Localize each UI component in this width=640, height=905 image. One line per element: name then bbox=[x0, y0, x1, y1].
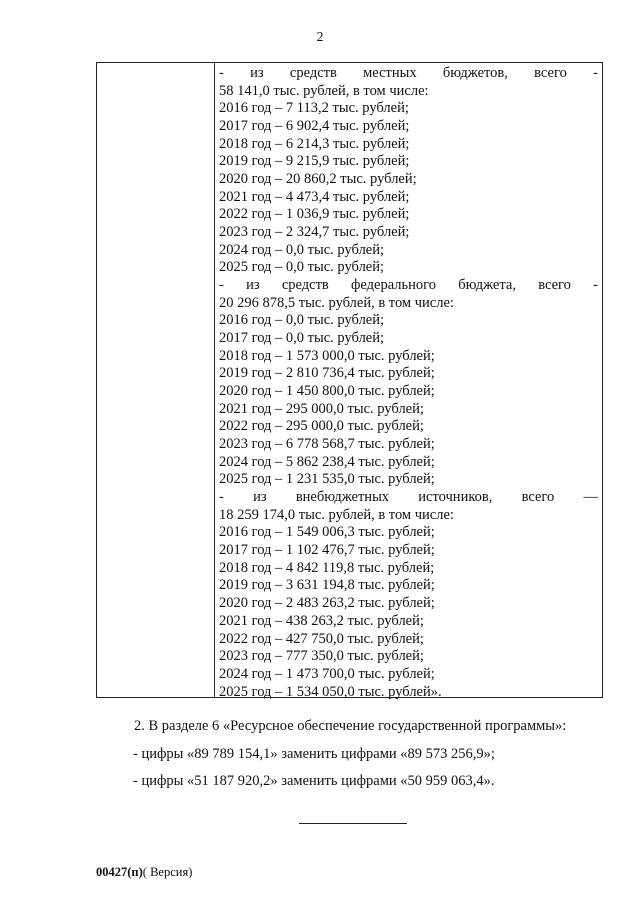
extrabudget-year: 2023 год – 777 350,0 тыс. рублей; bbox=[219, 648, 424, 665]
federal-budget-year: 2017 год – 0,0 тыс. рублей; bbox=[219, 330, 385, 347]
local-budget-year: 2017 год – 6 902,4 тыс. рублей; bbox=[219, 118, 410, 135]
federal-budget-year: 2016 год – 0,0 тыс. рублей; bbox=[219, 312, 385, 329]
local-budget-year: 2018 год – 6 214,3 тыс. рублей; bbox=[219, 135, 410, 152]
federal-budget-year: 2024 год – 5 862 238,4 тыс. рублей; bbox=[219, 453, 435, 470]
local-budget-year: 2024 год – 0,0 тыс. рублей; bbox=[219, 241, 385, 258]
extrabudget-year: 2017 год – 1 102 476,7 тыс. рублей; bbox=[219, 542, 435, 559]
local-budget-heading: - из средств местных бюджетов, всего - bbox=[219, 65, 598, 81]
local-budget-year: 2016 год – 7 113,2 тыс. рублей; bbox=[219, 100, 409, 117]
page-number: 2 bbox=[316, 30, 324, 45]
local-budget-year: 2023 год – 2 324,7 тыс. рублей; bbox=[219, 224, 410, 241]
extrabudget-year: 2022 год – 427 750,0 тыс. рублей; bbox=[219, 630, 424, 647]
local-budget-year: 2025 год – 0,0 тыс. рублей; bbox=[219, 259, 385, 276]
local-budget-year: 2019 год – 9 215,9 тыс. рублей; bbox=[219, 153, 410, 170]
local-budget-year: 2021 год – 4 473,4 тыс. рублей; bbox=[219, 188, 410, 205]
end-rule bbox=[299, 823, 407, 824]
extrabudget-heading: - из внебюджетных источников, всего — bbox=[219, 489, 598, 506]
extrabudget-year: 2019 год – 3 631 194,8 тыс. рублей; bbox=[219, 577, 435, 594]
column-divider bbox=[214, 63, 215, 697]
federal-budget-year: 2022 год – 295 000,0 тыс. рублей; bbox=[219, 418, 424, 435]
local-budget-year: 2020 год – 20 860,2 тыс. рублей; bbox=[219, 171, 417, 188]
federal-budget-year: 2025 год – 1 231 535,0 тыс. рублей; bbox=[219, 471, 435, 488]
federal-budget-year: 2018 год – 1 573 000,0 тыс. рублей; bbox=[219, 347, 435, 364]
extrabudget-year: 2025 год – 1 534 050,0 тыс. рублей». bbox=[219, 683, 442, 700]
federal-budget-year: 2023 год – 6 778 568,7 тыс. рублей; bbox=[219, 436, 435, 453]
federal-budget-total: 20 296 878,5 тыс. рублей, в том числе: bbox=[219, 294, 454, 311]
federal-budget-year: 2021 год – 295 000,0 тыс. рублей; bbox=[219, 400, 424, 417]
local-budget-total: 58 141,0 тыс. рублей, в том числе: bbox=[219, 82, 429, 99]
funding-table bbox=[96, 62, 603, 698]
document-code: 00427(п)( Версия) bbox=[96, 865, 193, 879]
extrabudget-year: 2018 год – 4 842 119,8 тыс. рублей; bbox=[219, 559, 435, 576]
extrabudget-year: 2016 год – 1 549 006,3 тыс. рублей; bbox=[219, 524, 435, 541]
extrabudget-year: 2020 год – 2 483 263,2 тыс. рублей; bbox=[219, 595, 435, 612]
extrabudget-year: 2021 год – 438 263,2 тыс. рублей; bbox=[219, 612, 424, 629]
federal-budget-year: 2020 год – 1 450 800,0 тыс. рублей; bbox=[219, 383, 435, 400]
extrabudget-year: 2024 год – 1 473 700,0 тыс. рублей; bbox=[219, 665, 435, 682]
replacement-item: - цифры «89 789 154,1» заменить цифрами «89 573 256,9»; bbox=[133, 746, 495, 762]
local-budget-year: 2022 год – 1 036,9 тыс. рублей; bbox=[219, 206, 410, 223]
federal-budget-year: 2019 год – 2 810 736,4 тыс. рублей; bbox=[219, 365, 435, 382]
section-6-paragraph: 2. В разделе 6 «Ресурсное обеспечение государственной программы»: bbox=[134, 718, 567, 734]
extrabudget-total: 18 259 174,0 тыс. рублей, в том числе: bbox=[219, 506, 454, 523]
federal-budget-heading: - из средств федерального бюджета, всего - bbox=[219, 277, 598, 294]
funding-cell bbox=[219, 65, 598, 701]
replacement-item: - цифры «51 187 920,2» заменить цифрами «50 959 063,4». bbox=[133, 773, 495, 789]
